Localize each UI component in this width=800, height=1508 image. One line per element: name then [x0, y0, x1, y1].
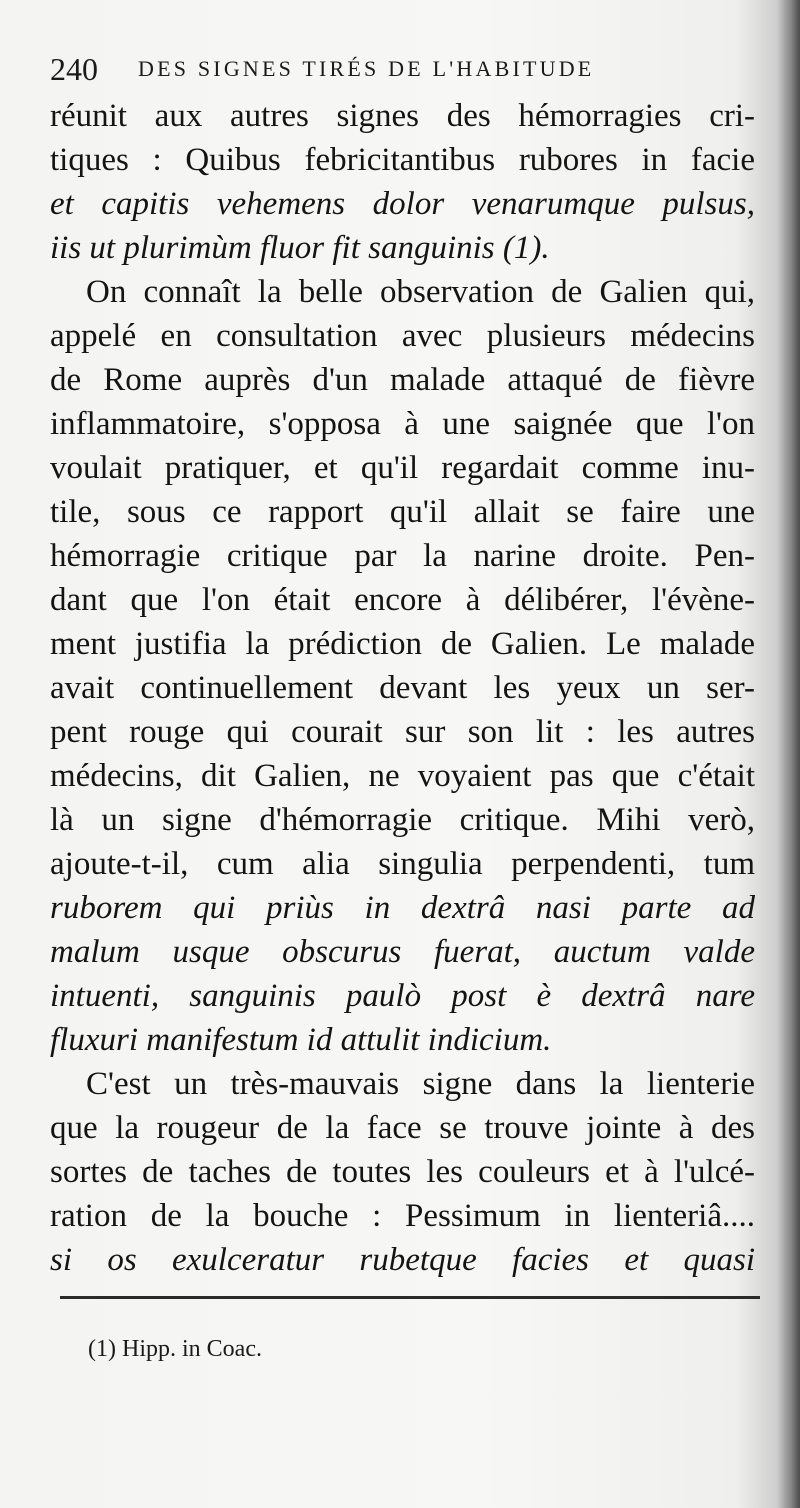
line-text: ration de la bouche : Pessimum in lienteriâ....: [50, 1198, 755, 1234]
line-text: malum usque obscurus fuerat, auctum valde: [50, 934, 755, 970]
line-text: médecins, dit Galien, ne voyaient pas que c'était: [50, 758, 755, 794]
line-text: ruborem qui priùs in dextrâ nasi parte ad: [50, 890, 755, 926]
line-text: ajoute-t-il, cum alia singulia perpendenti, tum: [50, 846, 755, 882]
line-text: voulait pratiquer, et qu'il regardait comme inu-: [50, 450, 755, 486]
text-line: [50, 622, 755, 666]
line-text: dant que l'on était encore à délibérer, l'évène-: [50, 582, 755, 618]
text-line: [50, 402, 755, 446]
line-text: là un signe d'hémorragie critique. Mihi verò,: [50, 802, 755, 838]
text-line: [50, 666, 755, 710]
text-line: [50, 1238, 755, 1282]
footnote: (1) Hipp. in Coac.: [88, 1336, 262, 1362]
text-line: [50, 1150, 755, 1194]
line-text: tile, sous ce rapport qu'il allait se faire une: [50, 494, 755, 530]
line-text: ment justifia la prédiction de Galien. Le malade: [50, 626, 755, 662]
line-text: inflammatoire, s'opposa à une saignée que l'on: [50, 406, 755, 442]
text-line: [50, 974, 755, 1018]
text-line: [50, 842, 755, 886]
line-text: appelé en consultation avec plusieurs médecins: [50, 318, 755, 354]
text-line: [50, 578, 755, 622]
line-text: On connaît la belle observation de Galien qui,: [86, 274, 755, 310]
text-line: [50, 314, 755, 358]
line-text: que la rougeur de la face se trouve jointe à des: [50, 1110, 755, 1146]
text-line: [50, 226, 755, 270]
line-text: réunit aux autres signes des hémorragies cri-: [50, 98, 755, 134]
text-line: [50, 1106, 755, 1150]
text-line: [50, 754, 755, 798]
text-line: [50, 710, 755, 754]
running-head: DES SIGNES TIRÉS DE L'HABITUDE: [138, 56, 595, 81]
line-text: iis ut plurimùm fluor fit sanguinis (1).: [50, 230, 550, 266]
text-line: [50, 490, 755, 534]
line-text: intuenti, sanguinis paulò post è dextrâ nare: [50, 978, 755, 1014]
text-line: [50, 94, 755, 138]
page-edge-shadow: [778, 0, 800, 1508]
footnote-rule: [60, 1296, 760, 1299]
text-line: [50, 182, 755, 226]
line-text: hémorragie critique par la narine droite. Pen-: [50, 538, 755, 574]
text-line: [50, 446, 755, 490]
text-line: [50, 1062, 755, 1106]
text-line: [50, 798, 755, 842]
page-header: [50, 44, 750, 94]
text-line: [50, 270, 755, 314]
line-text: sortes de taches de toutes les couleurs et à l'ulcé-: [50, 1154, 755, 1190]
text-line: [50, 930, 755, 974]
text-line: [50, 358, 755, 402]
text-line: [50, 1018, 755, 1062]
text-line: [50, 886, 755, 930]
line-text: tiques : Quibus febricitantibus rubores in facie: [50, 142, 755, 178]
line-text: pent rouge qui courait sur son lit : les autres: [50, 714, 755, 750]
text-line: [50, 534, 755, 578]
line-text: avait continuellement devant les yeux un ser-: [50, 670, 755, 706]
line-text: fluxuri manifestum id attulit indicium.: [50, 1022, 552, 1058]
text-line: [50, 1194, 755, 1238]
line-text: et capitis vehemens dolor venarumque pulsus,: [50, 186, 755, 222]
line-text: de Rome auprès d'un malade attaqué de fièvre: [50, 362, 755, 398]
line-text: C'est un très-mauvais signe dans la lienterie: [86, 1066, 755, 1102]
text-line: [50, 138, 755, 182]
line-text: si os exulceratur rubetque facies et quasi: [50, 1242, 755, 1278]
body-text: [50, 94, 755, 1282]
page-number: 240: [50, 51, 98, 87]
